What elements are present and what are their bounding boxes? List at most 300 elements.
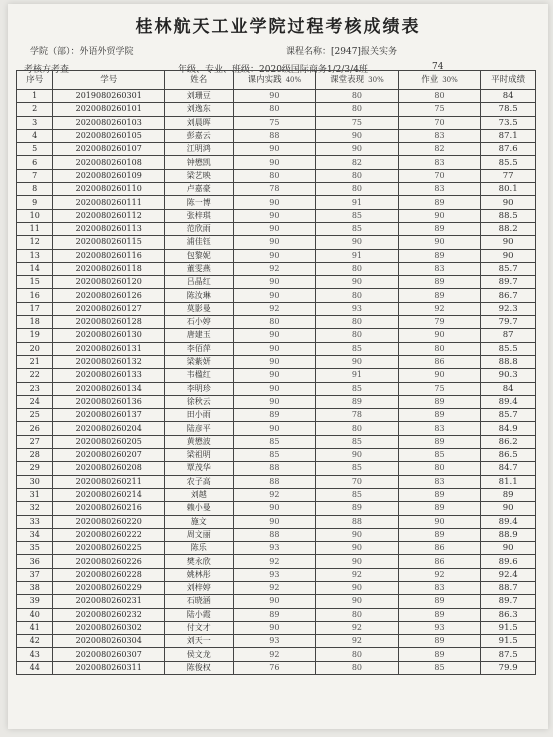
practice-score-cell: 90 xyxy=(233,502,316,515)
grade-label: 年级、专业、班级： xyxy=(178,65,260,75)
student-id-cell: 2020080260115 xyxy=(53,236,165,249)
practice-score-cell: 89 xyxy=(233,608,316,621)
homework-score-cell: 70 xyxy=(398,116,481,129)
seq-cell: 26 xyxy=(17,422,53,435)
name-cell: 梁祖明 xyxy=(164,449,233,462)
student-id-cell: 2020080260128 xyxy=(53,316,165,329)
final-score-cell: 86.5 xyxy=(481,449,536,462)
homework-score-cell: 89 xyxy=(398,276,481,289)
table-row xyxy=(17,103,536,116)
practice-score-cell: 92 xyxy=(233,302,316,315)
final-score-cell: 89.7 xyxy=(481,595,536,608)
table-row xyxy=(17,369,536,382)
seq-cell: 6 xyxy=(17,156,53,169)
homework-score-cell: 90 xyxy=(398,515,481,528)
class-score-cell: 91 xyxy=(316,249,399,262)
class-score-cell: 91 xyxy=(316,369,399,382)
class-score-cell: 90 xyxy=(316,236,399,249)
header-name: 姓名 xyxy=(164,71,233,90)
student-id-cell: 2020080260229 xyxy=(53,581,165,594)
homework-score-cell: 83 xyxy=(398,262,481,275)
name-cell: 梁艺映 xyxy=(164,169,233,182)
final-score-cell: 89.4 xyxy=(481,515,536,528)
header-practice-pct: 40% xyxy=(285,76,302,84)
table-row xyxy=(17,595,536,608)
final-score-cell: 85.5 xyxy=(481,156,536,169)
class-score-cell: 80 xyxy=(316,422,399,435)
practice-score-cell: 80 xyxy=(233,169,316,182)
final-score-cell: 89.4 xyxy=(481,395,536,408)
class-score-cell: 89 xyxy=(316,502,399,515)
seq-cell: 29 xyxy=(17,462,53,475)
seq-cell: 36 xyxy=(17,555,53,568)
student-id-cell: 2020080260136 xyxy=(53,395,165,408)
homework-score-cell: 89 xyxy=(398,435,481,448)
homework-score-cell: 90 xyxy=(398,209,481,222)
homework-score-cell: 89 xyxy=(398,635,481,648)
final-score-cell: 84 xyxy=(481,382,536,395)
name-cell: 刘越 xyxy=(164,488,233,501)
class-score-cell: 92 xyxy=(316,621,399,634)
class-score-cell: 90 xyxy=(316,129,399,142)
student-id-cell: 2020080260110 xyxy=(53,183,165,196)
seq-cell: 10 xyxy=(17,209,53,222)
homework-score-cell: 89 xyxy=(398,595,481,608)
class-score-cell: 80 xyxy=(316,329,399,342)
class-score-cell: 82 xyxy=(316,156,399,169)
final-score-cell: 88.9 xyxy=(481,528,536,541)
seq-cell: 13 xyxy=(17,249,53,262)
final-score-cell: 88.8 xyxy=(481,355,536,368)
final-score-cell: 90 xyxy=(481,196,536,209)
student-id-cell: 2020080260113 xyxy=(53,222,165,235)
header-class-performance-pct: 30% xyxy=(368,76,384,84)
seq-cell: 27 xyxy=(17,435,53,448)
name-cell: 江明鸿 xyxy=(164,143,233,156)
practice-score-cell: 90 xyxy=(233,329,316,342)
table-row xyxy=(17,236,536,249)
homework-score-cell: 92 xyxy=(398,302,481,315)
student-id-cell: 2020080260311 xyxy=(53,661,165,674)
name-cell: 包黎妮 xyxy=(164,249,233,262)
student-id-cell: 2020080260205 xyxy=(53,435,165,448)
practice-score-cell: 90 xyxy=(233,621,316,634)
class-score-cell: 80 xyxy=(316,648,399,661)
homework-score-cell: 86 xyxy=(398,555,481,568)
final-score-cell: 87.6 xyxy=(481,143,536,156)
seq-cell: 34 xyxy=(17,528,53,541)
seq-cell: 19 xyxy=(17,329,53,342)
practice-score-cell: 90 xyxy=(233,395,316,408)
seq-cell: 40 xyxy=(17,608,53,621)
student-id-cell: 2020080260105 xyxy=(53,129,165,142)
homework-score-cell: 89 xyxy=(398,488,481,501)
practice-score-cell: 92 xyxy=(233,648,316,661)
seq-cell: 7 xyxy=(17,169,53,182)
table-row xyxy=(17,116,536,129)
student-id-cell: 2020080260134 xyxy=(53,382,165,395)
table-row xyxy=(17,608,536,621)
final-score-cell: 90.3 xyxy=(481,369,536,382)
practice-score-cell: 75 xyxy=(233,116,316,129)
practice-score-cell: 89 xyxy=(233,409,316,422)
class-score-cell: 92 xyxy=(316,568,399,581)
name-cell: 陈俊权 xyxy=(164,661,233,674)
practice-score-cell: 90 xyxy=(233,249,316,262)
name-cell: 黄懋波 xyxy=(164,435,233,448)
practice-score-cell: 90 xyxy=(233,196,316,209)
student-count: 74 xyxy=(432,62,444,72)
class-score-cell: 90 xyxy=(316,555,399,568)
practice-score-cell: 90 xyxy=(233,515,316,528)
student-id-cell: 2020080260211 xyxy=(53,475,165,488)
class-score-cell: 85 xyxy=(316,209,399,222)
table-row xyxy=(17,475,536,488)
practice-score-cell: 90 xyxy=(233,342,316,355)
class-score-cell: 89 xyxy=(316,395,399,408)
homework-score-cell: 89 xyxy=(398,608,481,621)
seq-cell: 9 xyxy=(17,196,53,209)
practice-score-cell: 93 xyxy=(233,568,316,581)
class-score-cell: 78 xyxy=(316,409,399,422)
seq-cell: 31 xyxy=(17,488,53,501)
practice-score-cell: 85 xyxy=(233,449,316,462)
table-row xyxy=(17,249,536,262)
name-cell: 刘珊豆 xyxy=(164,90,233,103)
seq-cell: 24 xyxy=(17,395,53,408)
final-score-cell: 89.7 xyxy=(481,276,536,289)
final-score-cell: 90 xyxy=(481,542,536,555)
table-row xyxy=(17,382,536,395)
name-cell: 浦佳钰 xyxy=(164,236,233,249)
table-row xyxy=(17,422,536,435)
class-score-cell: 80 xyxy=(316,183,399,196)
final-score-cell: 87 xyxy=(481,329,536,342)
class-score-cell: 75 xyxy=(316,116,399,129)
name-cell: 卢嘉豪 xyxy=(164,183,233,196)
seq-cell: 18 xyxy=(17,316,53,329)
seq-cell: 17 xyxy=(17,302,53,315)
header-class-performance-label: 课堂表现 xyxy=(330,75,365,85)
student-id-cell: 2020080260302 xyxy=(53,621,165,634)
name-cell: 陈一博 xyxy=(164,196,233,209)
final-score-cell: 89.6 xyxy=(481,555,536,568)
final-score-cell: 85.5 xyxy=(481,342,536,355)
seq-cell: 30 xyxy=(17,475,53,488)
homework-score-cell: 83 xyxy=(398,422,481,435)
score-table xyxy=(16,70,536,675)
class-score-cell: 90 xyxy=(316,276,399,289)
homework-score-cell: 89 xyxy=(398,196,481,209)
course-field xyxy=(286,44,397,57)
homework-score-cell: 80 xyxy=(398,462,481,475)
assessment-type: 考核方考查 xyxy=(24,65,70,75)
student-id-cell: 2020080260207 xyxy=(53,449,165,462)
student-id-cell: 2020080260307 xyxy=(53,648,165,661)
name-cell: 钟懋凯 xyxy=(164,156,233,169)
class-score-cell: 90 xyxy=(316,581,399,594)
student-id-cell: 2020080260204 xyxy=(53,422,165,435)
student-id-cell: 2020080260208 xyxy=(53,462,165,475)
final-score-cell: 84 xyxy=(481,90,536,103)
student-id-cell: 2020080260133 xyxy=(53,369,165,382)
homework-score-cell: 83 xyxy=(398,475,481,488)
final-score-cell: 79.7 xyxy=(481,316,536,329)
header-class-performance xyxy=(316,71,399,90)
final-score-cell: 90 xyxy=(481,236,536,249)
table-row xyxy=(17,276,536,289)
table-row xyxy=(17,129,536,142)
student-id-cell: 2020080260225 xyxy=(53,542,165,555)
table-row xyxy=(17,515,536,528)
final-score-cell: 86.3 xyxy=(481,608,536,621)
homework-score-cell: 79 xyxy=(398,316,481,329)
table-row xyxy=(17,329,536,342)
final-score-cell: 87.1 xyxy=(481,129,536,142)
course-value: [2947]报关实务 xyxy=(331,47,397,57)
class-score-cell: 80 xyxy=(316,608,399,621)
header-practice xyxy=(233,71,316,90)
seq-cell: 4 xyxy=(17,129,53,142)
table-row xyxy=(17,648,536,661)
seq-cell: 22 xyxy=(17,369,53,382)
final-score-cell: 86.2 xyxy=(481,435,536,448)
class-score-cell: 80 xyxy=(316,169,399,182)
practice-score-cell: 90 xyxy=(233,156,316,169)
practice-score-cell: 88 xyxy=(233,528,316,541)
final-score-cell: 90 xyxy=(481,502,536,515)
table-row xyxy=(17,502,536,515)
student-id-cell: 2020080260118 xyxy=(53,262,165,275)
homework-score-cell: 85 xyxy=(398,661,481,674)
practice-score-cell: 90 xyxy=(233,355,316,368)
name-cell: 莫影曼 xyxy=(164,302,233,315)
class-score-cell: 85 xyxy=(316,382,399,395)
seq-cell: 20 xyxy=(17,342,53,355)
header-id: 学号 xyxy=(53,71,165,90)
final-score-cell: 85.7 xyxy=(481,409,536,422)
name-cell: 梁紫妍 xyxy=(164,355,233,368)
table-row xyxy=(17,555,536,568)
name-cell: 付文才 xyxy=(164,621,233,634)
homework-score-cell: 89 xyxy=(398,289,481,302)
student-id-cell: 2020080260232 xyxy=(53,608,165,621)
student-id-cell: 2020080260107 xyxy=(53,143,165,156)
homework-score-cell: 86 xyxy=(398,542,481,555)
class-score-cell: 91 xyxy=(316,196,399,209)
class-score-cell: 80 xyxy=(316,661,399,674)
seq-cell: 11 xyxy=(17,222,53,235)
final-score-cell: 85.7 xyxy=(481,262,536,275)
practice-score-cell: 78 xyxy=(233,183,316,196)
final-score-cell: 87.5 xyxy=(481,648,536,661)
name-cell: 赖小曼 xyxy=(164,502,233,515)
final-score-cell: 88.2 xyxy=(481,222,536,235)
table-row xyxy=(17,196,536,209)
final-score-cell: 81.1 xyxy=(481,475,536,488)
class-score-cell: 90 xyxy=(316,528,399,541)
final-score-cell: 92.4 xyxy=(481,568,536,581)
name-cell: 周文丽 xyxy=(164,528,233,541)
student-id-cell: 2020080260216 xyxy=(53,502,165,515)
practice-score-cell: 90 xyxy=(233,90,316,103)
student-id-cell: 2020080260226 xyxy=(53,555,165,568)
homework-score-cell: 82 xyxy=(398,143,481,156)
seq-cell: 44 xyxy=(17,661,53,674)
practice-score-cell: 90 xyxy=(233,143,316,156)
student-id-cell: 2020080260220 xyxy=(53,515,165,528)
class-score-cell: 90 xyxy=(316,143,399,156)
homework-score-cell: 80 xyxy=(398,90,481,103)
seq-cell: 14 xyxy=(17,262,53,275)
name-cell: 刘晨晖 xyxy=(164,116,233,129)
practice-score-cell: 85 xyxy=(233,435,316,448)
student-id-cell: 2020080260108 xyxy=(53,156,165,169)
final-score-cell: 89 xyxy=(481,488,536,501)
name-cell: 徐秋云 xyxy=(164,395,233,408)
name-cell: 施文 xyxy=(164,515,233,528)
name-cell: 覃茂华 xyxy=(164,462,233,475)
seq-cell: 16 xyxy=(17,289,53,302)
homework-score-cell: 70 xyxy=(398,169,481,182)
school-field xyxy=(30,44,134,57)
practice-score-cell: 92 xyxy=(233,581,316,594)
name-cell: 陆彦平 xyxy=(164,422,233,435)
table-row xyxy=(17,262,536,275)
table-row xyxy=(17,581,536,594)
final-score-cell: 92.3 xyxy=(481,302,536,315)
student-id-cell: 2020080260304 xyxy=(53,635,165,648)
header-homework xyxy=(398,71,481,90)
student-id-cell: 2020080260231 xyxy=(53,595,165,608)
seq-cell: 8 xyxy=(17,183,53,196)
final-score-cell: 78.5 xyxy=(481,103,536,116)
practice-score-cell: 80 xyxy=(233,316,316,329)
table-row xyxy=(17,222,536,235)
homework-score-cell: 89 xyxy=(398,222,481,235)
name-cell: 刘逸东 xyxy=(164,103,233,116)
practice-score-cell: 76 xyxy=(233,661,316,674)
name-cell: 陈汝琳 xyxy=(164,289,233,302)
final-score-cell: 73.5 xyxy=(481,116,536,129)
student-id-cell: 2020080260131 xyxy=(53,342,165,355)
seq-cell: 25 xyxy=(17,409,53,422)
name-cell: 樊永欣 xyxy=(164,555,233,568)
school-value: 外语外贸学院 xyxy=(79,47,134,57)
homework-score-cell: 90 xyxy=(398,329,481,342)
table-body xyxy=(17,90,536,675)
name-cell: 陈乐 xyxy=(164,542,233,555)
table-row xyxy=(17,462,536,475)
seq-cell: 43 xyxy=(17,648,53,661)
class-score-cell: 80 xyxy=(316,90,399,103)
seq-cell: 37 xyxy=(17,568,53,581)
table-row xyxy=(17,395,536,408)
class-score-cell: 85 xyxy=(316,222,399,235)
name-cell: 陆小霞 xyxy=(164,608,233,621)
practice-score-cell: 92 xyxy=(233,555,316,568)
table-row xyxy=(17,621,536,634)
table-row xyxy=(17,342,536,355)
final-score-cell: 80.1 xyxy=(481,183,536,196)
name-cell: 侯文龙 xyxy=(164,648,233,661)
homework-score-cell: 89 xyxy=(398,528,481,541)
practice-score-cell: 90 xyxy=(233,422,316,435)
final-score-cell: 86.7 xyxy=(481,289,536,302)
student-id-cell: 2020080260137 xyxy=(53,409,165,422)
practice-score-cell: 90 xyxy=(233,276,316,289)
class-score-cell: 80 xyxy=(316,262,399,275)
student-id-cell: 2019080260301 xyxy=(53,90,165,103)
class-score-cell: 88 xyxy=(316,515,399,528)
name-cell: 董雯燕 xyxy=(164,262,233,275)
homework-score-cell: 89 xyxy=(398,395,481,408)
class-score-cell: 80 xyxy=(316,289,399,302)
practice-score-cell: 90 xyxy=(233,595,316,608)
table-row xyxy=(17,488,536,501)
practice-score-cell: 90 xyxy=(233,236,316,249)
name-cell: 刘天一 xyxy=(164,635,233,648)
table-row xyxy=(17,209,536,222)
seq-cell: 28 xyxy=(17,449,53,462)
practice-score-cell: 88 xyxy=(233,129,316,142)
practice-score-cell: 90 xyxy=(233,369,316,382)
homework-score-cell: 80 xyxy=(398,342,481,355)
homework-score-cell: 83 xyxy=(398,156,481,169)
student-id-cell: 2020080260112 xyxy=(53,209,165,222)
table-row xyxy=(17,435,536,448)
table-row xyxy=(17,143,536,156)
student-id-cell: 2020080260132 xyxy=(53,355,165,368)
name-cell: 张梓琪 xyxy=(164,209,233,222)
table-row xyxy=(17,302,536,315)
class-score-cell: 90 xyxy=(316,449,399,462)
practice-score-cell: 90 xyxy=(233,209,316,222)
name-cell: 吕晶红 xyxy=(164,276,233,289)
class-score-cell: 85 xyxy=(316,462,399,475)
class-score-cell: 80 xyxy=(316,103,399,116)
homework-score-cell: 93 xyxy=(398,621,481,634)
homework-score-cell: 92 xyxy=(398,568,481,581)
practice-score-cell: 93 xyxy=(233,542,316,555)
school-label: 学院（部）： xyxy=(30,47,80,57)
final-score-cell: 77 xyxy=(481,169,536,182)
name-cell: 唐建玉 xyxy=(164,329,233,342)
homework-score-cell: 83 xyxy=(398,129,481,142)
class-score-cell: 85 xyxy=(316,488,399,501)
student-id-cell: 2020080260126 xyxy=(53,289,165,302)
practice-score-cell: 90 xyxy=(233,222,316,235)
header-practice-label: 课内实践 xyxy=(247,75,282,85)
table-row xyxy=(17,183,536,196)
final-score-cell: 88.7 xyxy=(481,581,536,594)
seq-cell: 12 xyxy=(17,236,53,249)
student-id-cell: 2020080260116 xyxy=(53,249,165,262)
table-row xyxy=(17,289,536,302)
class-score-cell: 85 xyxy=(316,435,399,448)
table-row xyxy=(17,635,536,648)
homework-score-cell: 89 xyxy=(398,409,481,422)
table-row xyxy=(17,156,536,169)
student-id-cell: 2020080260111 xyxy=(53,196,165,209)
name-cell: 姚林彤 xyxy=(164,568,233,581)
name-cell: 彭嘉云 xyxy=(164,129,233,142)
homework-score-cell: 89 xyxy=(398,502,481,515)
header-seq: 序号 xyxy=(17,71,53,90)
name-cell: 田小雨 xyxy=(164,409,233,422)
seq-cell: 41 xyxy=(17,621,53,634)
final-score-cell: 84.9 xyxy=(481,422,536,435)
